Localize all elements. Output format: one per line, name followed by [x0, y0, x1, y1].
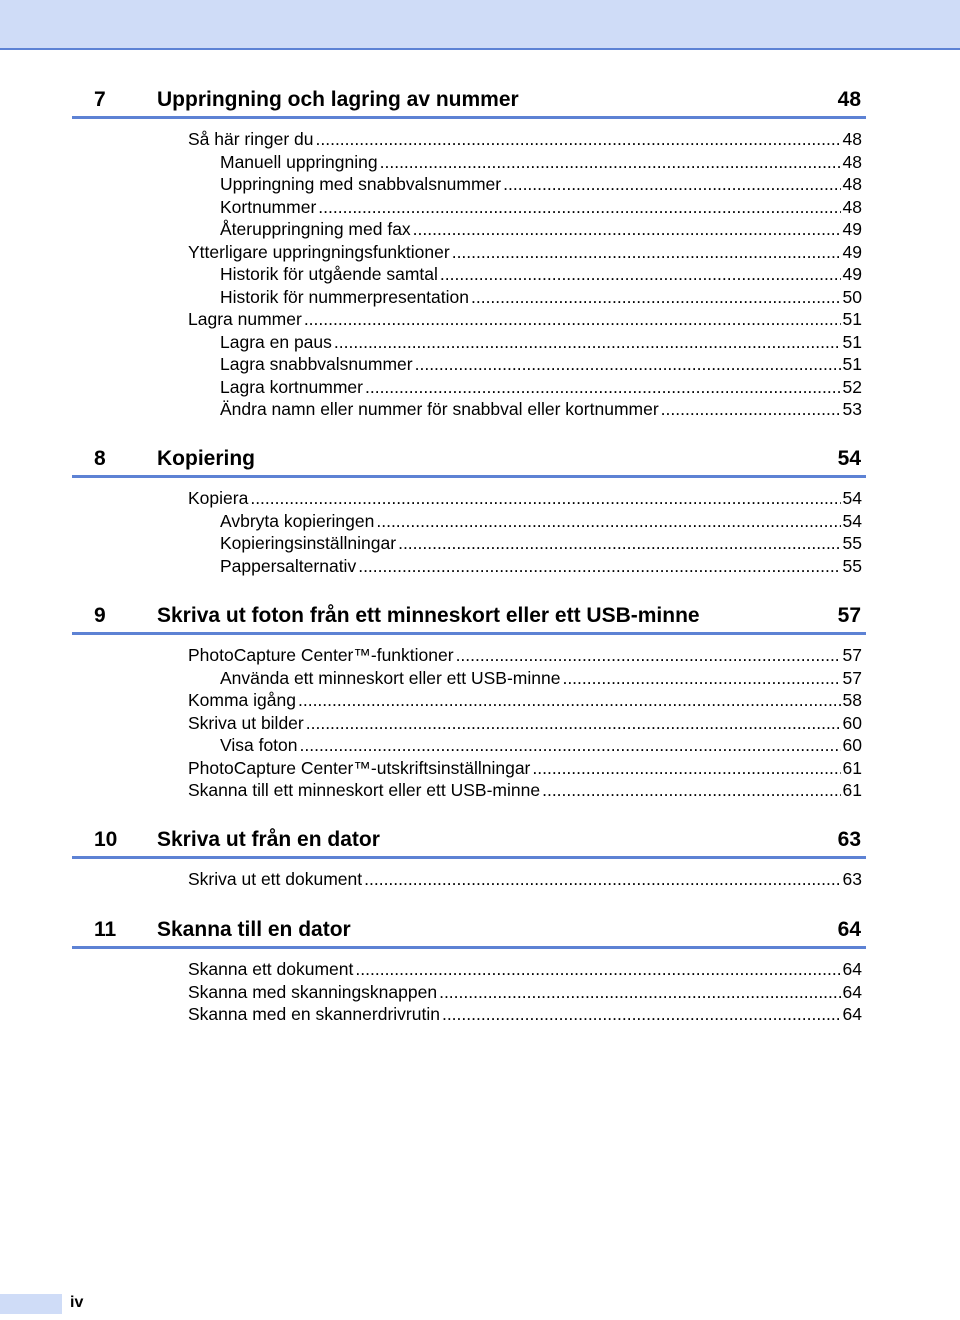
dot-leader	[442, 1003, 841, 1025]
toc-entry[interactable]	[220, 376, 862, 398]
toc-entry[interactable]	[188, 958, 862, 980]
toc-entry-label: Visa foton	[220, 735, 298, 755]
toc-entry-label: Ytterligare uppringningsfunktioner	[188, 242, 450, 262]
toc-entry-label: Manuell uppringning	[220, 152, 378, 172]
toc-entry-page: 48	[842, 174, 862, 194]
chapter-9-heading[interactable]	[72, 602, 866, 635]
toc-entry-label: Lagra en paus	[220, 332, 332, 352]
toc-entry-page: 49	[842, 242, 862, 262]
dot-leader	[300, 734, 841, 756]
toc-entry-page: 48	[842, 152, 862, 172]
dot-leader	[365, 376, 841, 398]
toc-entry-label: Skanna ett dokument	[188, 959, 354, 979]
toc-entry[interactable]	[188, 241, 862, 263]
chapter-title: Skriva ut foton från ett minneskort eller ett USB-minne	[157, 604, 700, 627]
toc-entry[interactable]	[220, 263, 862, 285]
chapter-title: Skriva ut från en dator	[157, 828, 380, 851]
dot-leader	[413, 218, 841, 240]
toc-entry-label: Återuppringning med fax	[220, 219, 411, 239]
toc-entry[interactable]	[220, 353, 862, 375]
toc-entry[interactable]	[188, 868, 862, 890]
toc-entry-label: Så här ringer du	[188, 129, 314, 149]
toc-entry-page: 49	[842, 264, 862, 284]
chapter-number: 9	[94, 604, 106, 627]
toc-entry-page: 51	[842, 354, 862, 374]
toc-entry-label: Skriva ut bilder	[188, 713, 304, 733]
toc-entry[interactable]	[220, 734, 862, 756]
toc-entry[interactable]	[220, 555, 862, 577]
toc-entry[interactable]	[188, 308, 862, 330]
toc-entry[interactable]	[188, 712, 862, 734]
toc-entry[interactable]	[220, 667, 862, 689]
toc-entry-label: Lagra kortnummer	[220, 377, 363, 397]
toc-entry[interactable]	[188, 644, 862, 666]
toc-entry-label: Avbryta kopieringen	[220, 511, 375, 531]
dot-leader	[532, 757, 840, 779]
toc-entry[interactable]	[188, 779, 862, 801]
chapter-title: Kopiering	[157, 447, 255, 470]
dot-leader	[334, 331, 841, 353]
toc-entry[interactable]	[220, 218, 862, 240]
chapter-7-heading[interactable]	[72, 86, 866, 119]
toc-entry-page: 54	[842, 488, 862, 508]
toc-entry-page: 57	[842, 645, 862, 665]
toc-entry-label: Ändra namn eller nummer för snabbval eller kortnummer	[220, 399, 659, 419]
dot-leader	[415, 353, 841, 375]
toc-entry-page: 61	[842, 758, 862, 778]
dot-leader	[358, 555, 840, 577]
toc-entry-page: 50	[842, 287, 862, 307]
dot-leader	[452, 241, 841, 263]
toc-entry[interactable]	[220, 510, 862, 532]
chapter-page: 64	[837, 918, 861, 941]
chapter-11-heading[interactable]	[72, 916, 866, 949]
toc-entry-page: 49	[842, 219, 862, 239]
toc-entry-label: Historik för nummerpresentation	[220, 287, 469, 307]
toc-entry-label: Uppringning med snabbvalsnummer	[220, 174, 502, 194]
toc-entry-label: Lagra snabbvalsnummer	[220, 354, 413, 374]
dot-leader	[355, 958, 840, 980]
chapter-page: 63	[837, 828, 861, 851]
toc-entry-label: Använda ett minneskort eller ett USB-minne	[220, 668, 561, 688]
toc-entry[interactable]	[188, 487, 862, 509]
footer-page-number: iv	[70, 1294, 84, 1311]
chapter-number: 10	[94, 828, 118, 851]
toc-entry[interactable]	[220, 173, 862, 195]
dot-leader	[298, 689, 841, 711]
dot-leader	[318, 196, 840, 218]
toc-entry-page: 48	[842, 129, 862, 149]
toc-entry-label: Skanna med skanningsknappen	[188, 982, 438, 1002]
toc-entry[interactable]	[188, 757, 862, 779]
dot-leader	[456, 644, 841, 666]
toc-entry-page: 60	[842, 713, 862, 733]
toc-entry-page: 61	[842, 780, 862, 800]
dot-leader	[440, 263, 841, 285]
toc-entry[interactable]	[188, 1003, 862, 1025]
footer-band	[0, 1294, 62, 1314]
toc-entry[interactable]	[188, 981, 862, 1003]
dot-leader	[316, 128, 841, 150]
chapter-number: 7	[94, 88, 106, 111]
toc-entry[interactable]	[220, 532, 862, 554]
toc-entry-label: Kopiera	[188, 488, 249, 508]
toc-entry-label: Historik för utgående samtal	[220, 264, 438, 284]
toc-entry-page: 64	[842, 982, 862, 1002]
toc-entry-page: 55	[842, 533, 862, 553]
toc-entry-page: 52	[842, 377, 862, 397]
toc-entry-label: Kortnummer	[220, 197, 317, 217]
toc-entry-page: 64	[842, 1004, 862, 1024]
chapter-title: Skanna till en dator	[157, 918, 351, 941]
toc-entry-label: PhotoCapture Center™-utskriftsinställningar	[188, 758, 531, 778]
dot-leader	[380, 151, 841, 173]
toc-entry[interactable]	[220, 331, 862, 353]
dot-leader	[503, 173, 840, 195]
toc-entry-label: PhotoCapture Center™-funktioner	[188, 645, 454, 665]
toc-entry-label: Komma igång	[188, 690, 296, 710]
dot-leader	[398, 532, 840, 554]
dot-leader	[562, 667, 840, 689]
dot-leader	[364, 868, 840, 890]
toc-entry-page: 53	[842, 399, 862, 419]
chapter-8-heading[interactable]	[72, 445, 866, 478]
toc-entry-page: 57	[842, 668, 862, 688]
toc-entry-page: 51	[842, 309, 862, 329]
toc-entry-page: 51	[842, 332, 862, 352]
chapter-number: 8	[94, 447, 106, 470]
toc-entry-page: 48	[842, 197, 862, 217]
chapter-number: 11	[94, 918, 117, 941]
chapter-page: 54	[837, 447, 861, 470]
dot-leader	[471, 286, 841, 308]
toc-entry-page: 64	[842, 959, 862, 979]
toc-entry-label: Skanna till ett minneskort eller ett USB-minne	[188, 780, 541, 800]
chapter-page: 57	[837, 604, 861, 627]
toc-entry-page: 58	[842, 690, 862, 710]
chapter-10-heading[interactable]	[72, 826, 866, 859]
dot-leader	[306, 712, 841, 734]
toc-entry-page: 60	[842, 735, 862, 755]
toc-entry-page: 63	[842, 869, 862, 889]
dot-leader	[542, 779, 840, 801]
toc-entry[interactable]	[220, 398, 862, 420]
toc-entry-label: Skriva ut ett dokument	[188, 869, 363, 889]
toc-entry-label: Kopieringsinställningar	[220, 533, 397, 553]
toc-entry-label: Skanna med en skannerdrivrutin	[188, 1004, 440, 1024]
dot-leader	[376, 510, 840, 532]
toc-entry[interactable]	[188, 689, 862, 711]
toc-entry[interactable]	[220, 151, 862, 173]
header-band	[0, 0, 960, 50]
toc-entry-page: 55	[842, 556, 862, 576]
toc-entry[interactable]	[188, 128, 862, 150]
toc-entry-label: Pappersalternativ	[220, 556, 357, 576]
chapter-title: Uppringning och lagring av nummer	[157, 88, 519, 111]
dot-leader	[439, 981, 840, 1003]
toc-entry-page: 54	[842, 511, 862, 531]
dot-leader	[661, 398, 841, 420]
dot-leader	[304, 308, 841, 330]
dot-leader	[250, 487, 840, 509]
toc-entry[interactable]	[220, 286, 862, 308]
toc-entry-label: Lagra nummer	[188, 309, 302, 329]
chapter-page: 48	[837, 88, 861, 111]
toc-entry[interactable]	[220, 196, 862, 218]
